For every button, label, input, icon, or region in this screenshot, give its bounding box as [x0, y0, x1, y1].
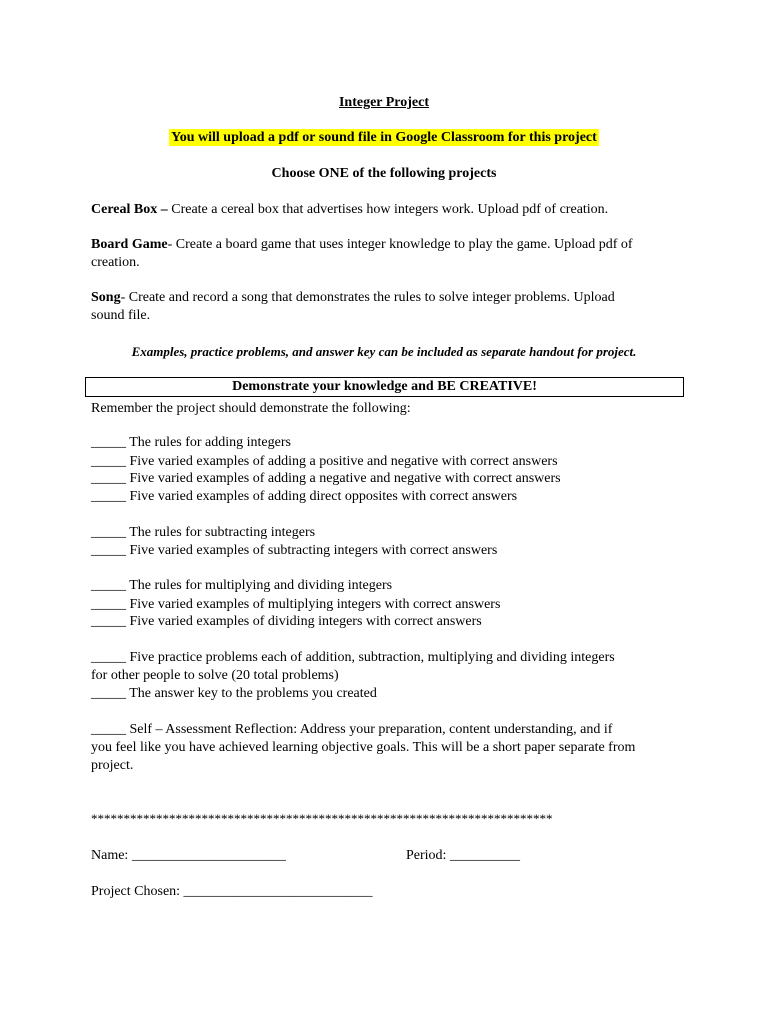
checklist-item: _____ Five varied examples of dividing integers with correct answers	[91, 614, 482, 629]
project-name: Cereal Box –	[91, 202, 168, 217]
project-song-cont: sound file.	[91, 308, 151, 323]
checklist-item: _____ Five varied examples of multiplying integers with correct answers	[91, 597, 501, 612]
checklist-item: _____ The rules for adding integers	[91, 435, 291, 450]
reflection-line: project.	[91, 758, 134, 773]
separator: ***********************************************************************	[91, 811, 553, 826]
upload-notice	[0, 129, 768, 147]
project-song	[91, 289, 615, 307]
project-name: Board Game	[91, 237, 168, 252]
name-field[interactable]: Name: ______________________	[91, 848, 286, 863]
examples-note: Examples, practice problems, and answer key can be included as separate handout for project.	[131, 344, 637, 359]
title-text: Integer Project	[338, 95, 430, 110]
project-desc: - Create and record a song that demonstrates the rules to solve integer problems. Upload	[120, 290, 615, 305]
remember-text: Remember the project should demonstrate the following:	[91, 401, 411, 416]
checklist-item: _____ Five varied examples of adding direct opposites with correct answers	[91, 489, 518, 504]
box-heading: Demonstrate your knowledge and BE CREATIVE!	[85, 377, 684, 397]
checklist-item: _____ The rules for subtracting integers	[91, 525, 316, 540]
project-board-game	[91, 236, 633, 254]
project-board-game-cont: creation.	[91, 255, 140, 270]
project-desc: Create a cereal box that advertises how integers work. Upload pdf of creation.	[167, 202, 609, 217]
checklist-item: _____ Five varied examples of adding a positive and negative with correct answers	[91, 454, 558, 469]
project-cereal-box	[91, 201, 608, 219]
checklist-item: _____ Five practice problems each of addition, subtraction, multiplying and dividing integers	[91, 650, 615, 665]
project-desc: - Create a board game that uses integer knowledge to play the game. Upload pdf of	[167, 237, 633, 252]
checklist-item: _____ Five varied examples of subtracting integers with correct answers	[91, 543, 498, 558]
checklist-item: _____ The rules for multiplying and dividing integers	[91, 578, 393, 593]
period-field[interactable]: Period: __________	[406, 848, 520, 863]
upload-notice-text: You will upload a pdf or sound file in Google Classroom for this project	[171, 130, 597, 145]
choose-heading: Choose ONE of the following projects	[271, 166, 497, 181]
reflection-line: _____ Self – Assessment Reflection: Address your preparation, content understanding, and if	[91, 722, 613, 737]
checklist-item-cont: for other people to solve (20 total problems)	[91, 668, 339, 683]
project-chosen-field[interactable]: Project Chosen: ___________________________	[91, 884, 373, 899]
checklist-item: _____ The answer key to the problems you created	[91, 686, 377, 701]
checklist-item: _____ Five varied examples of adding a negative and negative with correct answers	[91, 471, 561, 486]
page-title	[0, 94, 768, 112]
project-name: Song	[91, 290, 121, 305]
reflection-line: you feel like you have achieved learning objective goals. This will be a short paper separate from	[91, 740, 636, 755]
